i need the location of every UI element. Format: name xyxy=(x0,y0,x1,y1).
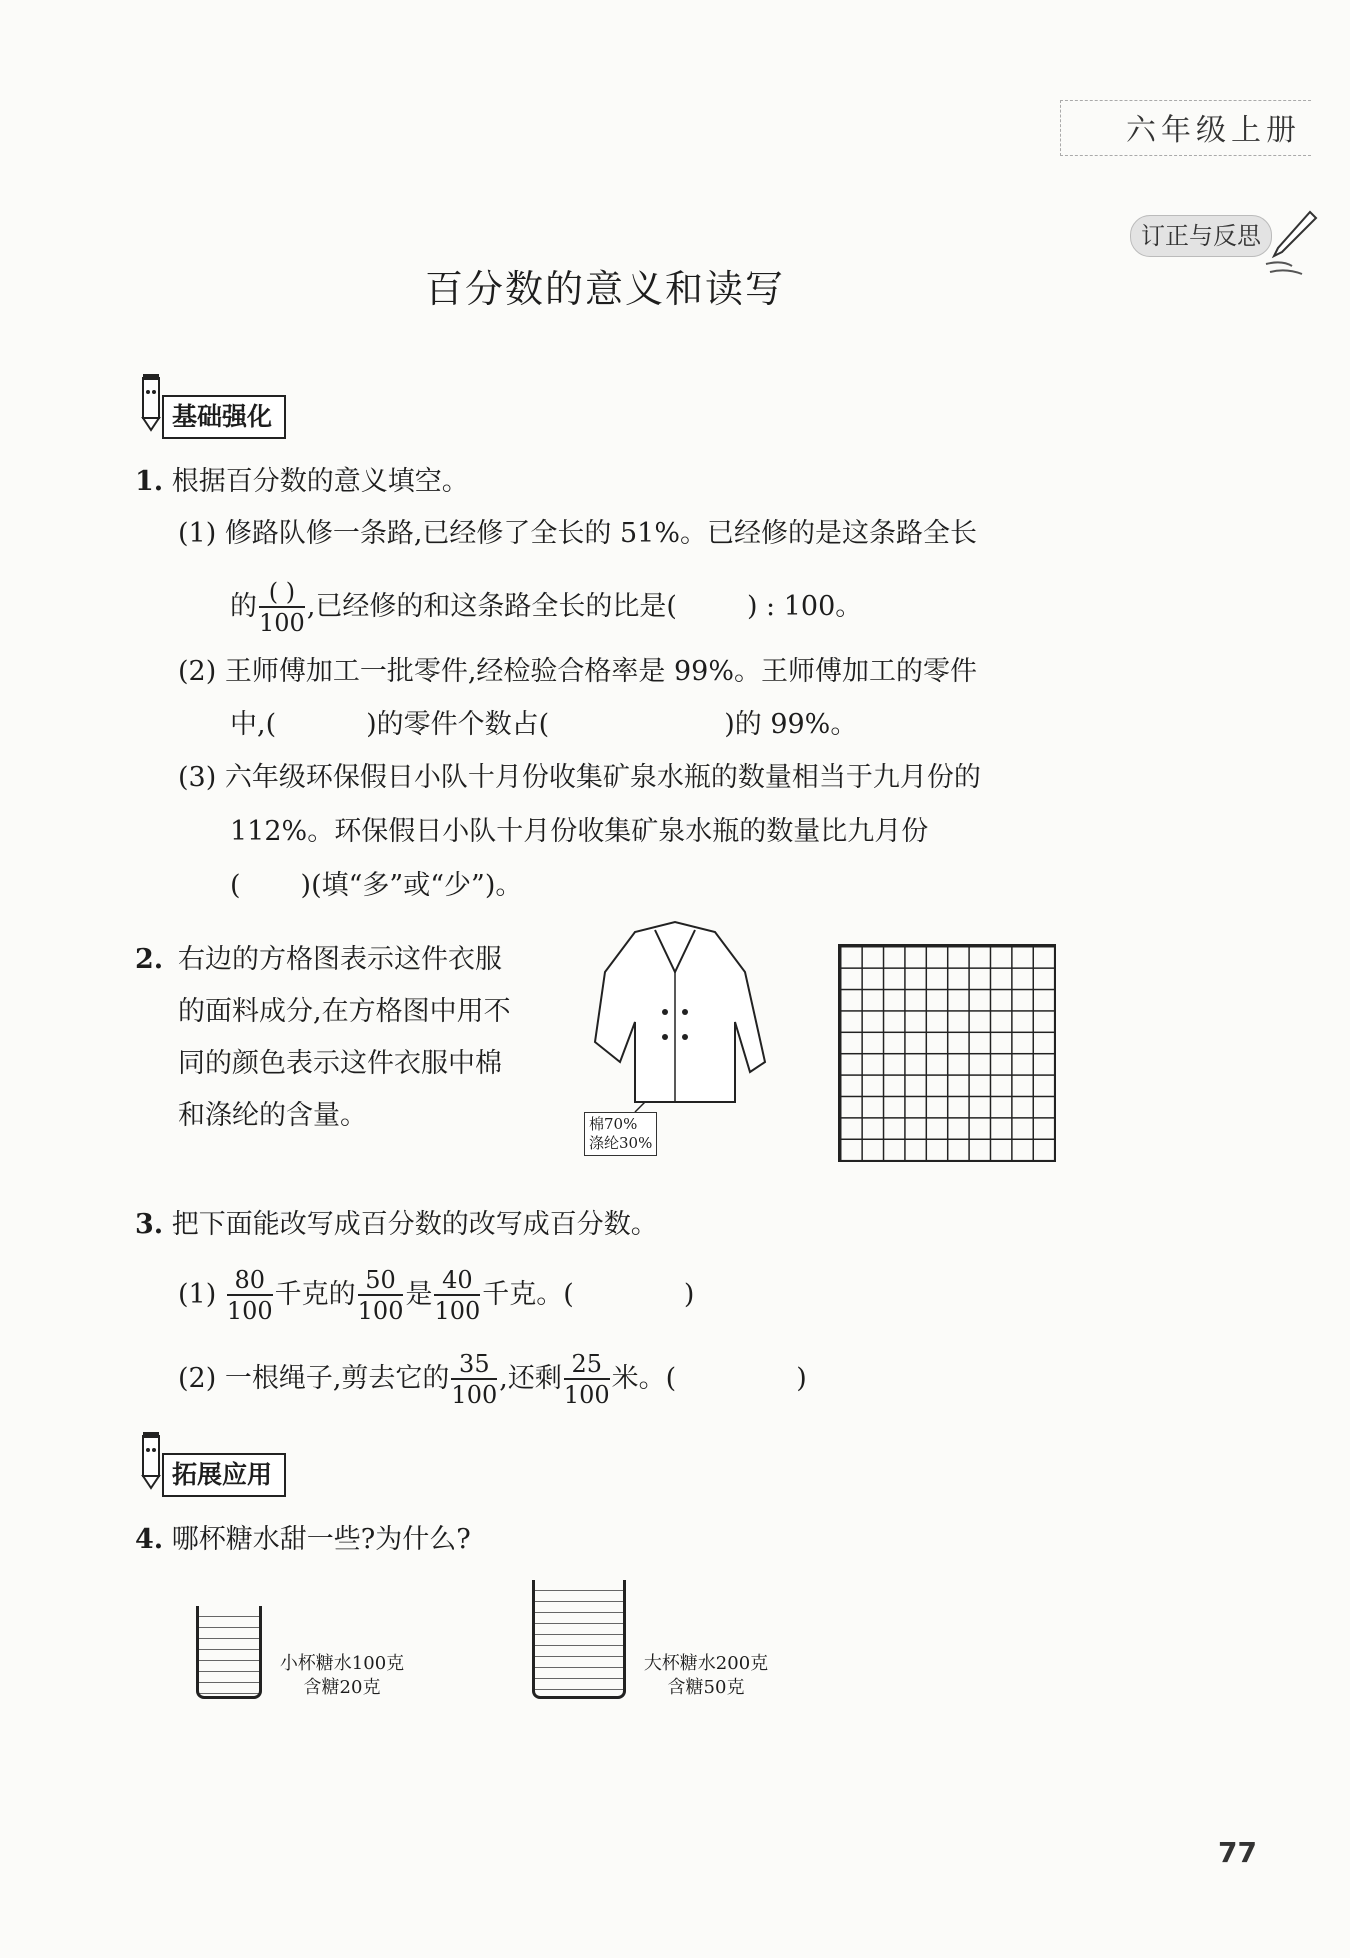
q4-heading xyxy=(135,1520,471,1560)
q3-p1-t1: 千克的 xyxy=(274,1279,356,1310)
q1-heading xyxy=(135,462,469,502)
q1-p3-a: ( xyxy=(230,870,241,901)
q3-text: 把下面能改写成百分数的改写成百分数。 xyxy=(171,1209,658,1240)
q1-p3-line3 xyxy=(230,866,522,906)
q1-p1-fraction xyxy=(259,580,305,635)
fraction-denominator: 100 xyxy=(259,609,305,637)
section-basic: 基础强化 xyxy=(162,395,286,439)
page-number: 77 xyxy=(1218,1836,1257,1869)
q1-text: 根据百分数的意义填空。 xyxy=(171,466,469,497)
fraction-50-100: $\frac{50}{100}$ xyxy=(357,1266,404,1325)
pencil-mascot-icon-2 xyxy=(138,1430,164,1490)
q3-p2-b: ,还剩 xyxy=(499,1363,562,1394)
correction-badge: 订正与反思 xyxy=(1130,215,1272,257)
q3-p1 xyxy=(178,1268,694,1323)
q4-number: 4. xyxy=(135,1524,164,1555)
page-title: 百分数的意义和读写 xyxy=(424,267,785,311)
q3-number: 3. xyxy=(135,1209,164,1240)
q1-p1-de: 的 xyxy=(230,591,257,622)
fraction-80-100: $\frac{80}{100}$ xyxy=(226,1266,273,1325)
grid-10x10[interactable] xyxy=(838,944,1056,1162)
q2-line-3: 同的颜色表示这件衣服中棉 xyxy=(178,1048,502,1079)
q3-p1-t3: 千克。( xyxy=(482,1279,574,1310)
big-cup-icon xyxy=(532,1580,626,1699)
q4-text: 哪杯糖水甜一些?为什么? xyxy=(171,1524,471,1555)
q2-line-2: 的面料成分,在方格图中用不 xyxy=(178,996,511,1027)
q3-p2-a: (2) 一根绳子,剪去它的 xyxy=(178,1363,450,1394)
tag-cotton: 棉70% xyxy=(589,1115,638,1133)
small-cup-icon xyxy=(196,1606,262,1699)
q1-number: 1. xyxy=(135,466,164,497)
q1-p1-line2 xyxy=(230,580,862,635)
q3-p1-label: (1) xyxy=(178,1279,217,1310)
pen-icon xyxy=(1262,208,1318,278)
small-cup-label: 小杯糖水100克 含糖20克 xyxy=(279,1653,405,1698)
q2-line-4: 和涤纶的含量。 xyxy=(178,1100,367,1131)
q1-p2-a: 中,( xyxy=(230,709,277,740)
q3-p1-end: ) xyxy=(683,1279,695,1310)
q3-p2-end: ) xyxy=(796,1363,807,1394)
q1-p2-b: )的零件个数占( xyxy=(366,709,550,740)
q1-p2-line1: (2) 王师傅加工一批零件,经检验合格率是 99%。王师傅加工的零件 xyxy=(178,656,978,687)
q1-p2-c: )的 99%。 xyxy=(724,709,858,740)
grade-label: 六年级上册 xyxy=(1060,100,1311,156)
pencil-mascot-icon xyxy=(138,372,164,432)
q1-p3-line1: (3) 六年级环保假日小队十月份收集矿泉水瓶的数量相当于九月份的 xyxy=(178,762,981,793)
q3-p2-c: 米。( xyxy=(611,1363,677,1394)
jacket-illustration xyxy=(575,912,775,1122)
fraction-25-100: $\frac{25}{100}$ xyxy=(563,1350,610,1409)
q2-line-1: 右边的方格图表示这件衣服 xyxy=(178,944,502,975)
tag-polyester: 涤纶30% xyxy=(589,1134,653,1152)
section-extend: 拓展应用 xyxy=(162,1453,286,1497)
q1-p3-line2: 112%。环保假日小队十月份收集矿泉水瓶的数量比九月份 xyxy=(230,816,929,847)
big-cup-label: 大杯糖水200克 含糖50克 xyxy=(643,1653,769,1698)
q3-p2 xyxy=(178,1352,807,1407)
q3-heading xyxy=(135,1205,658,1245)
q3-p1-t2: 是 xyxy=(405,1279,433,1310)
fraction-40-100: $\frac{40}{100}$ xyxy=(434,1266,481,1325)
q1-p3-b: )(填“多”或“少”)。 xyxy=(300,870,523,901)
fabric-tag xyxy=(584,1112,657,1156)
fraction-35-100: $\frac{35}{100}$ xyxy=(451,1350,498,1409)
q1-p1-rest-a: ,已经修的和这条路全长的比是( xyxy=(306,591,677,622)
q1-p2-line2 xyxy=(230,705,857,745)
q1-p1-line1: (1) 修路队修一条路,已经修了全长的 51%。已经修的是这条路全长 xyxy=(178,518,978,549)
q2-number: 2. xyxy=(135,944,164,975)
q1-p1-rest-b: ) : 100。 xyxy=(746,591,863,622)
fraction-numerator[interactable]: ( ) xyxy=(259,580,305,608)
